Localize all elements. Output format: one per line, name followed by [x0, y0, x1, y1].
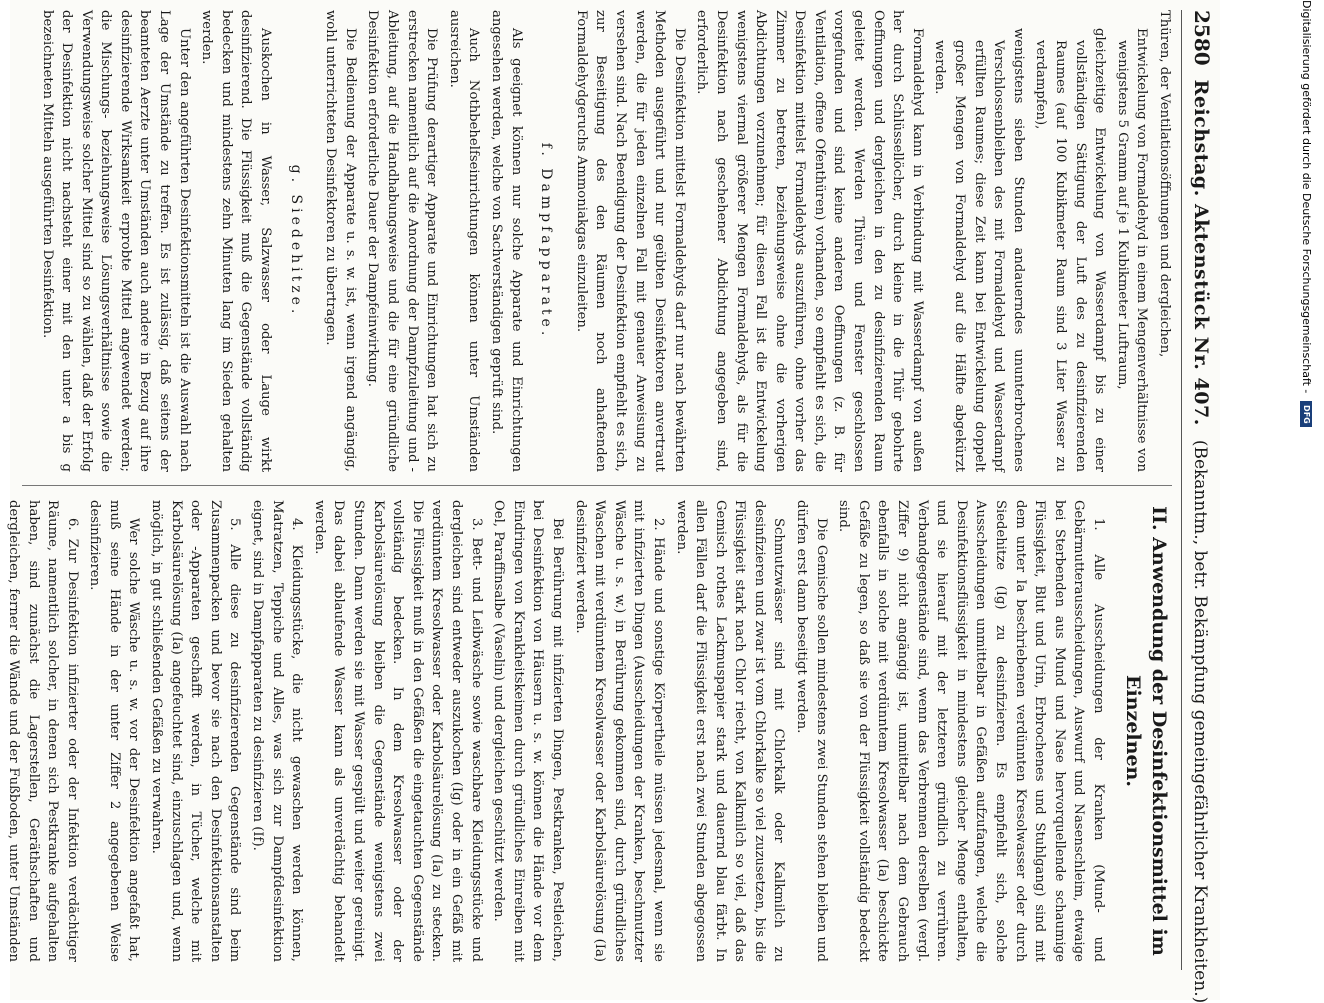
right-paragraph: 3. Bett- und Leibwäsche sowie waschbare Kleidungsstücke und dergleichen sind entweder auszukochen (Ig) oder in ein Gefäß mit verdünntem Kresolwasser oder Karbolsäurelösung (Ia) zu stecken. Die Flüssigkeit muß in den Gefäßen die eingetauchten Gegenstände vollständig bedecken. In dem Kresolwasser oder der Karbolsäurelösung bleiben die Gegenstände wenigstens zwei Stunden. Dann werden sie mit Wasser gespült und weiter gereinigt. Das dabei ablaufende Wasser kann als unverdächtig behandelt werden.: [311, 500, 484, 962]
right-paragraph: Die Gemische sollen mindestens zwei Stunden stehen bleiben und dürfen erst dann beseitigt werden.: [794, 500, 829, 962]
section-ii-heading: II. Anwendung der Desinfektionsmittel im Einzelnen.: [1122, 506, 1170, 956]
right-paragraph: Schmutzwässer sind mit Chlorkalk oder Kalkmilch zu desinfizieren und zwar ist vom Chlorkalke so viel zuzusetzen, bis die Flüssigkeit stark nach Chlor riecht, von Kalkmilch so viel, daß das Gemisch rothes Lackmuspapier stark und dauernd blau färbt. In allen Fällen darf die Flüssigkeit erst nach zwei Stunden abgegossen werden.: [673, 500, 787, 962]
section-g-paragraph: Unter den angeführten Desinfektionsmitteln ist die Auswahl nach Lage der Umstände zu treffen. Es ist zulässig, daß seitens der beamteten Aerzte unter Umständen auch andere in Bezug auf ihre desinfizierende Wirksamkeit erprobte Mittel angewendet werden; die Mischungs- beziehungsweise Lösungsverhältnisse sowie die Verwendungsweise solcher Mittel sind so zu wählen, daß der Erfolg der Desinfektion nicht nachsteht einer mit den unter a bis g bezeichneten Mitteln ausgeführten Desinfektion.: [39, 10, 192, 472]
left-paragraph: gleichzeitige Entwickelung von Wasserdampf bis zu einer vollständigen Sättigung der Luft des zu desinfizierenden Raumes (auf 100 Kubikmeter Raum sind 3 Liter Wasser zu verdampfen),: [1033, 28, 1108, 472]
left-paragraph: Die Desinfektion mittelst Formaldehyds darf nur nach bewährten Methoden ausgeführt und nur geübten Desinfektoren anvertraut werden, die für jeden einzelnen Fall mit genauer Anweisung zu versehen sind. Nach Beendigung der Desinfektion empfiehlt es sich, zur Beseitigung des den Räumen noch anhaftenden Formaldehydgeruchs Ammoniakgas einzuleiten.: [573, 10, 687, 472]
left-paragraph: wenigstens sieben Stunden andauerndes ununterbrochenes Verschlossenbleiben des mit Formaldehyd und Wasserdampf erfüllten Raumes; diese Zeit kann bei Entwickelung doppelt großer Mengen von Formaldehyd auf die Hälfte abgekürzt werden.: [932, 28, 1026, 472]
right-paragraph: 5. Alle diese zu desinfizierenden Gegenstände sind beim Zusammenpacken und bevor sie nach den Desinfektionsanstalten oder -Apparaten geschafft werden, in Tücher, welche mit Karbolsäurelösung (Ia) angefeuchtet sind, einzuschlagen und, wenn möglich, in gut schließenden Gefäßen zu verwahren.: [149, 500, 243, 962]
section-g-paragraph: Auskochen in Wasser, Salzwasser oder Lauge wirkt desinfizierend. Die Flüssigkeit muß die Gegenstände vollständig bedecken und mindestens zehn Minuten lang im Sieden gehalten werden.: [199, 10, 274, 472]
dfg-logo-icon: DFG: [1300, 401, 1312, 427]
section-f-paragraph: Als geeignet können nur solche Apparate und Einrichtungen angesehen werden, welche von Sachverständigen geprüft sind.: [489, 10, 524, 472]
left-column: [24, 10, 1174, 472]
right-paragraph: Wer solche Wäsche u. s. w. vor der Desinfektion angefaßt hat, muß seine Hände in der unter Ziffer 2 angegebenen Weise desinfizieren.: [87, 500, 142, 962]
section-f-paragraph: Die Prüfung derartiger Apparate und Einrichtungen hat sich zu erstrecken namentlich auf die Anordnung der Dampfzuleitung und -Ableitung, auf die Handhabungsweise und die für eine gründliche Desinfektion erforderliche Dauer der Dampfeinwirkung.: [365, 10, 440, 472]
page-header: [1181, 10, 1214, 1003]
right-paragraph: 4. Kleidungsstücke, die nicht gewaschen werden können, Matratzen, Teppiche und Alles, was sich zur Dampfdesinfektion eignet, sind in Dampfapparaten zu desinfizieren (If).: [250, 500, 305, 962]
section-g-heading: g. Siedehitze.: [287, 164, 304, 318]
page-number: 2580: [1190, 10, 1214, 66]
page-subtitle: (Bekanntm., betr. Bekämpfung gemeingefährlicher Krankheiten.): [1190, 439, 1210, 1003]
rotated-document-page: [5, 0, 1220, 1003]
section-f-paragraph: Die Bedienung der Apparate u. s. w. ist, wenn irgend angängig, wohl unterrichteten Desinfektoren zu übertragen.: [323, 10, 358, 472]
right-paragraph: 6. Zur Desinfektion infizierter oder der Infektion verdächtiger Räume, namentlich solcher, in denen sich Pestkranke aufgehalten haben, sind zunächst die Lagerstellen, Geräthschaften und dergleichen, ferner die Wände und der Fußboden, unter Umständen: [5, 500, 80, 962]
page-title: Reichstag. Aktenstück Nr. 407.: [1190, 79, 1212, 426]
right-paragraph: Bei Berührung mit infizierten Dingen, Pestkranken, Pestleichen, bei Desinfektion von Häusern u. s. w. können die Hände vor dem Eindringen von Krankheitskeimen durch gründliches Einreiben mit Oel, Paraffinsalbe (Vaselin) und dergleichen geschützt werden.: [491, 500, 565, 962]
right-paragraph: 1. Alle Ausscheidungen der Kranken (Mund- und Gebärmutterausscheidungen, Auswurf und Nasenschleim, etwaige bei Sterbenden aus Mund und Nase hervorquellende schaumige Flüssigkeit, Blut und Urin, Erbrochenes und Stuhlgang) sind mit dem unter Ia beschriebenen verdünnten Kresolwasser oder durch Siedehitze (Ig) zu desinfizieren. Es empfiehlt sich, solche Ausscheidungen unmittelbar in Gefäßen aufzufangen, welche die Desinfektionsflüssigkeit in mindestens gleicher Menge enthalten, und sie hierauf mit der letzteren gründlich zu verrühren. Verbandgegenstände sind, wenn das Verbrennen derselben (vergl. Ziffer 9) nicht angängig ist, unmittelbar nach dem Gebrauch ebenfalls in solche mit verdünntem Kresolwasser (Ia) beschickte Gefäße zu legen, so daß sie von der Flüssigkeit vollständig bedeckt sind.: [836, 500, 1106, 962]
left-paragraph: Entwickelung von Formaldehyd in einem Mengenverhältnisse von wenigstens 5 Gramm auf je 1 Kubikmeter Luftraum,: [1114, 28, 1150, 472]
section-f-heading: f. Dampfapparate.: [538, 142, 555, 340]
section-f-paragraph: Auch Nothbehelfseinrichtungen können unter Umständen ausreichen.: [446, 10, 482, 472]
left-paragraph: Formaldehyd kann in Verbindung mit Wasserdampf von außen her durch Schlüssellöcher, durch kleine in die Thür gebohrte Oeffnungen und dergleichen in den zu desinfizierenden Raum geleitet werden. Werden Thüren und Fenster geschlossen vorgefunden und sind keine anderen Oeffnungen (z. B. für Ventilation, offene Ofenthüren) vorhanden, so empfiehlt es sich, die Desinfektion mittelst Formaldehyds auszuführen, ohne vorher das Zimmer zu betreten, beziehungsweise ohne die vorherigen Abdichtungen vorzunehmen; für diesen Fall ist die Entwickelung wenigstens viermal größerer Mengen Formaldehyds, als für die Desinfektion nach geschehener Abdichtung angegeben sind, erforderlich.: [694, 10, 925, 472]
left-paragraph: Thüren, der Ventilationsöffnungen und dergleichen,: [1157, 10, 1172, 358]
right-paragraph: 2. Hände und sonstige Körpertheile müssen jedesmal, wenn sie mit infizierten Dingen (Ausscheidungen der Kranken, beschmutzter Wäsche u. s. w.) in Berührung gekommen sind, durch gründliches Waschen mit verdünntem Kresolwasser oder Karbolsäurelösung (Ia) desinfiziert werden.: [572, 500, 666, 962]
credit-text: Digitalisierung gefördert durch die Deutsche Forschungsgemeinschaft -: [1300, 0, 1313, 394]
column-divider: [22, 485, 1172, 486]
digitization-credit: [1296, 0, 1316, 1000]
right-column: [5, 500, 1174, 962]
